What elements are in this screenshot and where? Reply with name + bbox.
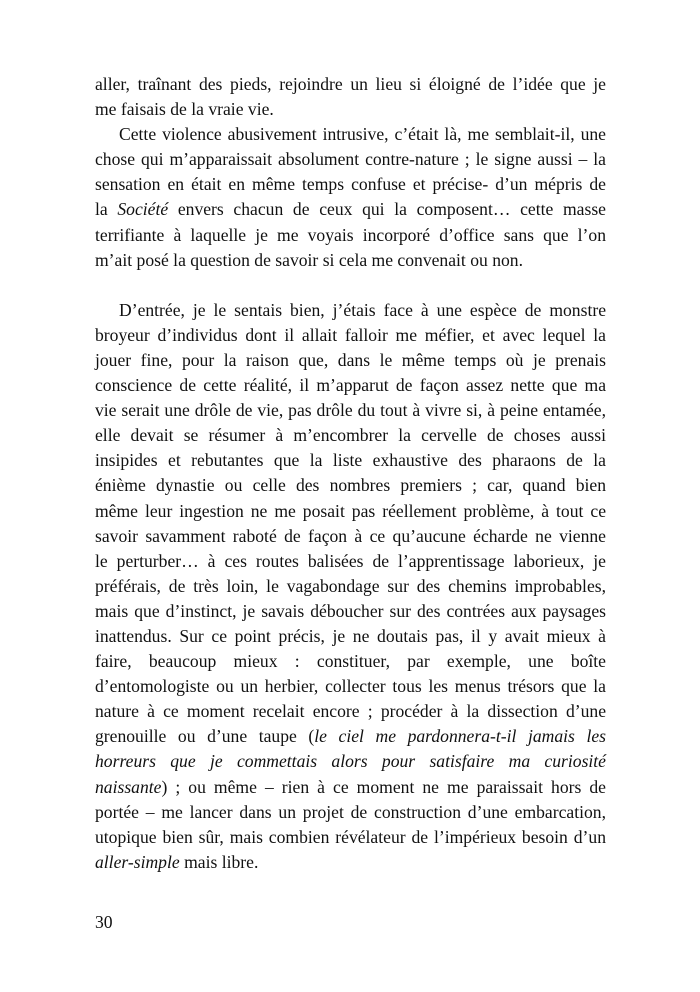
text-run: D’entrée, je le sentais bien, j’étais face à une espèce de monstre bbox=[119, 299, 606, 320]
text-line bbox=[95, 749, 606, 774]
text-line bbox=[95, 649, 606, 674]
text-run: insipides et rebutantes que la liste exhaustive des pharaons de la bbox=[95, 450, 606, 471]
text-line bbox=[95, 448, 606, 473]
text-line bbox=[95, 724, 606, 749]
text-line bbox=[95, 499, 606, 524]
text-run: inattendus. Sur ce point précis, je ne doutais pas, il y avait mieux à bbox=[95, 625, 606, 646]
italic-text: le ciel me pardonnera-t-il jamais les bbox=[314, 726, 607, 747]
text-line bbox=[95, 122, 606, 147]
text-line bbox=[95, 574, 606, 599]
text-run: conscience de cette réalité, il m’apparut de façon assez nette que ma bbox=[95, 375, 606, 396]
text-line bbox=[95, 800, 606, 825]
text-run: elle devait se résumer à m’encombrer la cervelle de choses aussi bbox=[95, 425, 606, 446]
text-run: mais libre. bbox=[179, 851, 259, 872]
text-run: aller, traînant des pieds, rejoindre un lieu si éloigné de l’idée que je bbox=[95, 74, 606, 94]
text-run: utopique bien sûr, mais combien révélateur de l’impérieux besoin d’un bbox=[95, 826, 606, 847]
text-run: préférais, de très loin, le vagabondage sur des chemins improbables, bbox=[95, 575, 606, 596]
text-line bbox=[95, 323, 606, 348]
text-run: envers chacun de ceux qui la composent… cette masse bbox=[168, 199, 606, 220]
text-run: d’entomologiste ou un herbier, collecter tous les menus trésors que la bbox=[95, 676, 606, 697]
italic-text: aller-simple bbox=[95, 851, 180, 872]
paragraph bbox=[95, 72, 606, 122]
text-line bbox=[95, 72, 606, 97]
text-line bbox=[95, 298, 606, 323]
text-run: vie serait une drôle de vie, pas drôle du tout à vivre si, à peine entamée, bbox=[95, 400, 606, 421]
text-line bbox=[95, 373, 606, 398]
text-line bbox=[95, 599, 606, 624]
text-line bbox=[95, 825, 606, 850]
text-line bbox=[95, 197, 606, 222]
text-run: portée – me lancer dans un projet de construction d’une embarcation, bbox=[95, 801, 606, 822]
text-line bbox=[95, 147, 606, 172]
page-number: 30 bbox=[95, 912, 113, 932]
text-run: m’ait posé la question de savoir si cela me convenait ou non. bbox=[95, 249, 523, 270]
text-line bbox=[95, 473, 606, 498]
text-line bbox=[95, 775, 606, 800]
text-run: mais que d’instinct, je savais déboucher sur des contrées aux paysages bbox=[95, 600, 606, 621]
text-line bbox=[95, 674, 606, 699]
text-line bbox=[95, 699, 606, 724]
text-run: ) ; ou même – rien à ce moment ne me paraissait hors de bbox=[161, 776, 606, 797]
text-line bbox=[95, 398, 606, 423]
page-body bbox=[95, 72, 606, 875]
text-run: broyeur d’individus dont il allait falloir me méfier, et avec lequel la bbox=[95, 324, 606, 345]
text-line bbox=[95, 624, 606, 649]
text-line bbox=[95, 97, 606, 122]
text-run: savoir savamment raboté de façon à ce qu’aucune écharde ne vienne bbox=[95, 525, 606, 546]
text-line bbox=[95, 850, 606, 875]
text-run: jouer fine, pour la raison que, dans le même temps où je prenais bbox=[95, 349, 606, 370]
text-line bbox=[95, 423, 606, 448]
text-line bbox=[95, 549, 606, 574]
text-run: même leur ingestion ne me posait pas réellement problème, à tout ce bbox=[95, 500, 606, 521]
text-run: nature à ce moment recelait encore ; procéder à la dissection d’une bbox=[95, 701, 606, 722]
text-run: grenouille ou d’une taupe ( bbox=[95, 726, 315, 747]
text-line bbox=[95, 223, 606, 248]
text-run: Cette violence abusivement intrusive, c’était là, me semblait-il, une bbox=[119, 124, 606, 145]
italic-text: horreurs que je commettais alors pour satisfaire ma curiosité bbox=[95, 751, 606, 772]
text-run: la bbox=[95, 199, 118, 220]
text-line bbox=[95, 348, 606, 373]
paragraph bbox=[95, 298, 606, 875]
text-run: me faisais de la vraie vie. bbox=[95, 99, 274, 120]
italic-text: naissante bbox=[95, 776, 162, 797]
text-run: énième dynastie ou celle des nombres premiers ; car, quand bien bbox=[95, 475, 606, 496]
paragraph bbox=[95, 122, 606, 273]
text-run: le perturber… à ces routes balisées de l’apprentissage laborieux, je bbox=[95, 550, 606, 571]
text-line bbox=[95, 524, 606, 549]
text-run: sensation en était en même temps confuse et précise- d’un mépris de bbox=[95, 174, 606, 195]
text-run: terrifiante à laquelle je me voyais incorporé d’office sans que l’on bbox=[95, 224, 606, 245]
text-line bbox=[95, 248, 606, 273]
text-run: faire, beaucoup mieux : constituer, par exemple, une boîte bbox=[95, 651, 606, 672]
italic-text: Société bbox=[117, 199, 169, 220]
text-run: chose qui m’apparaissait absolument contre-nature ; le signe aussi – la bbox=[95, 149, 606, 170]
text-line bbox=[95, 172, 606, 197]
